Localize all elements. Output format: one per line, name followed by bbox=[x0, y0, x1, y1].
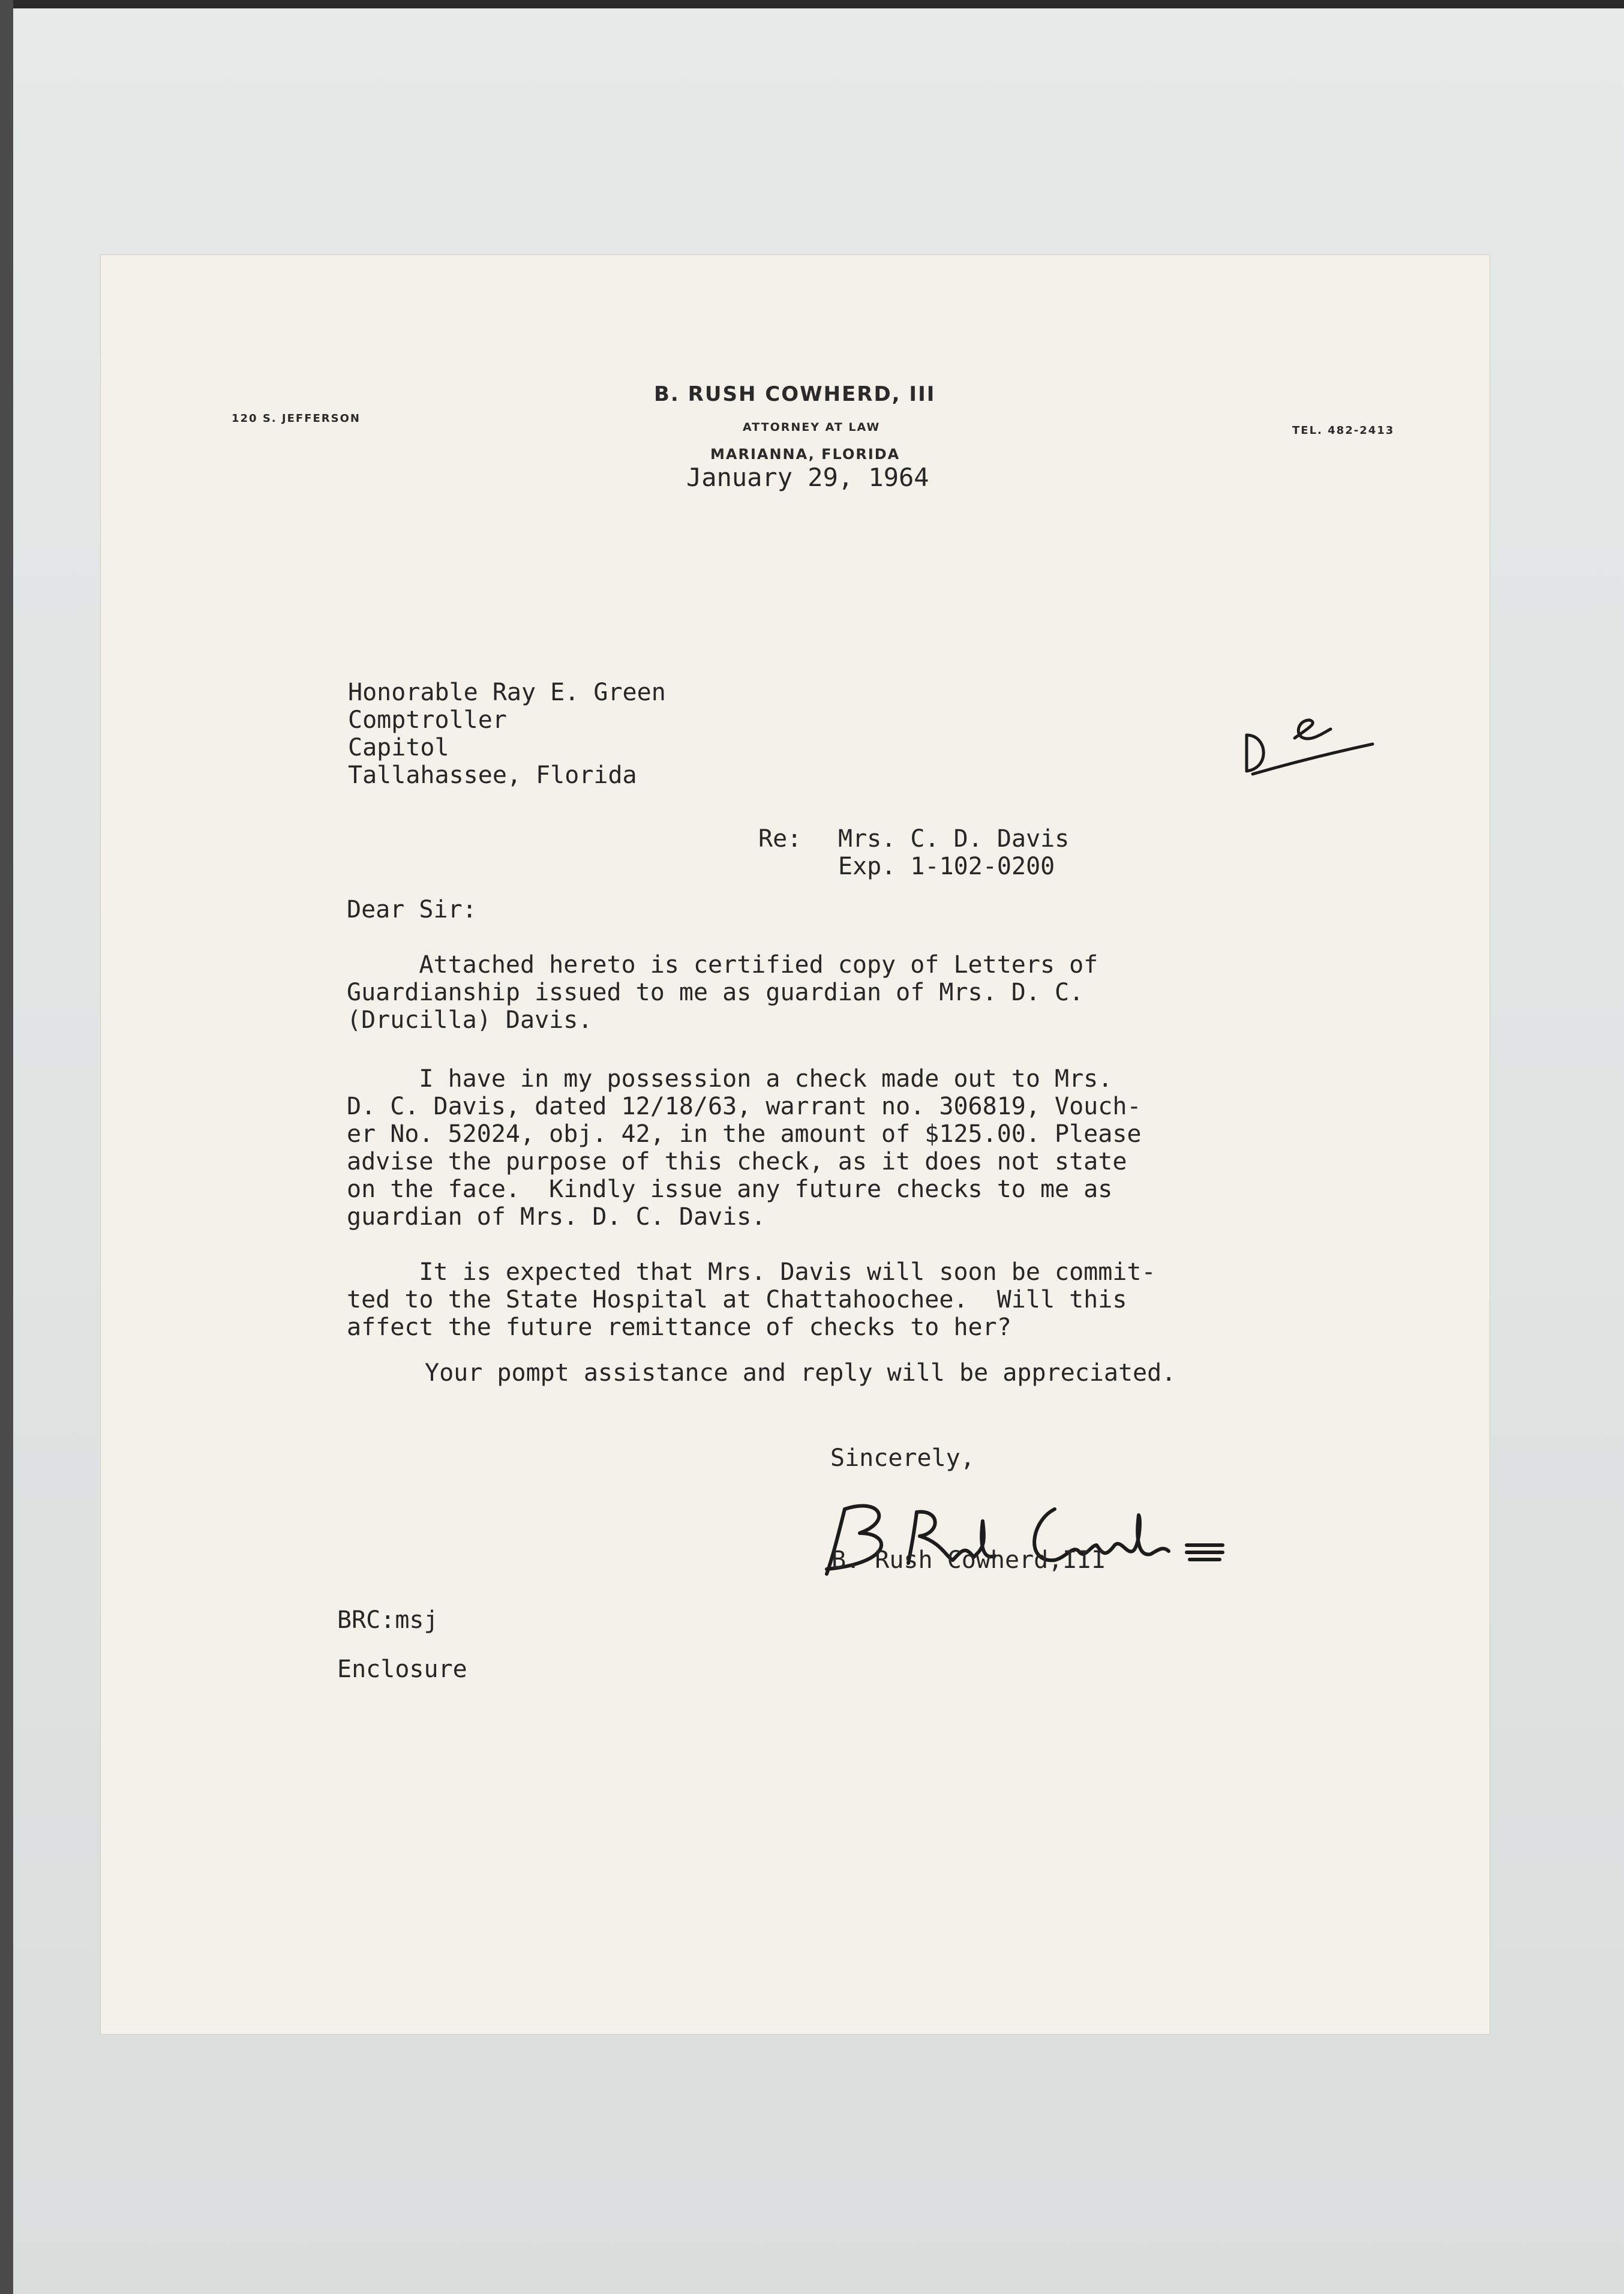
paragraph-4: Your pompt assistance and reply will be appreciated. bbox=[425, 1359, 1176, 1387]
letterhead-address: 120 S. JEFFERSON bbox=[232, 412, 361, 425]
letterhead-telephone: TEL. 482-2413 bbox=[1292, 424, 1395, 437]
enclosure-note: Enclosure bbox=[337, 1656, 467, 1683]
reference-label: Re: bbox=[758, 825, 802, 853]
closing: Sincerely, bbox=[830, 1444, 975, 1472]
scan-border-top bbox=[0, 0, 1624, 8]
reference-lines: Mrs. C. D. Davis Exp. 1-102-0200 bbox=[838, 825, 1070, 880]
letterhead-name: B. RUSH COWHERD, III bbox=[654, 382, 936, 406]
letter-page bbox=[101, 255, 1490, 2034]
letterhead-city: MARIANNA, FLORIDA bbox=[710, 446, 900, 463]
scan-border-left bbox=[0, 0, 13, 2294]
letterhead-title: ATTORNEY AT LAW bbox=[743, 421, 881, 434]
letter-date: January 29, 1964 bbox=[686, 463, 929, 492]
reference-initials: BRC:msj bbox=[337, 1606, 439, 1634]
signer-name: B. Rush Cowherd,III bbox=[831, 1546, 1106, 1574]
handwritten-mark bbox=[1229, 711, 1385, 783]
recipient-address: Honorable Ray E. Green Comptroller Capitol Tallahassee, Florida bbox=[348, 679, 666, 789]
paragraph-3: It is expected that Mrs. Davis will soon be commit- ted to the State Hospital at Chattahoochee. Will this affect the future remittance of checks to her? bbox=[347, 1258, 1156, 1341]
salutation: Dear Sir: bbox=[347, 896, 477, 923]
paragraph-1: Attached hereto is certified copy of Letters of Guardianship issued to me as guardian of Mrs. D. C. (Drucilla) Davis. bbox=[347, 951, 1098, 1034]
paragraph-2: I have in my possession a check made out to Mrs. D. C. Davis, dated 12/18/63, warrant no. 306819, Vouch- er No. 52024, obj. 42, in the amount of $125.00. Please advise the purpose of this check, as it does not state on the face. Kindly issue any future checks to me as guardian of Mrs. D. C. Davis. bbox=[347, 1065, 1142, 1231]
